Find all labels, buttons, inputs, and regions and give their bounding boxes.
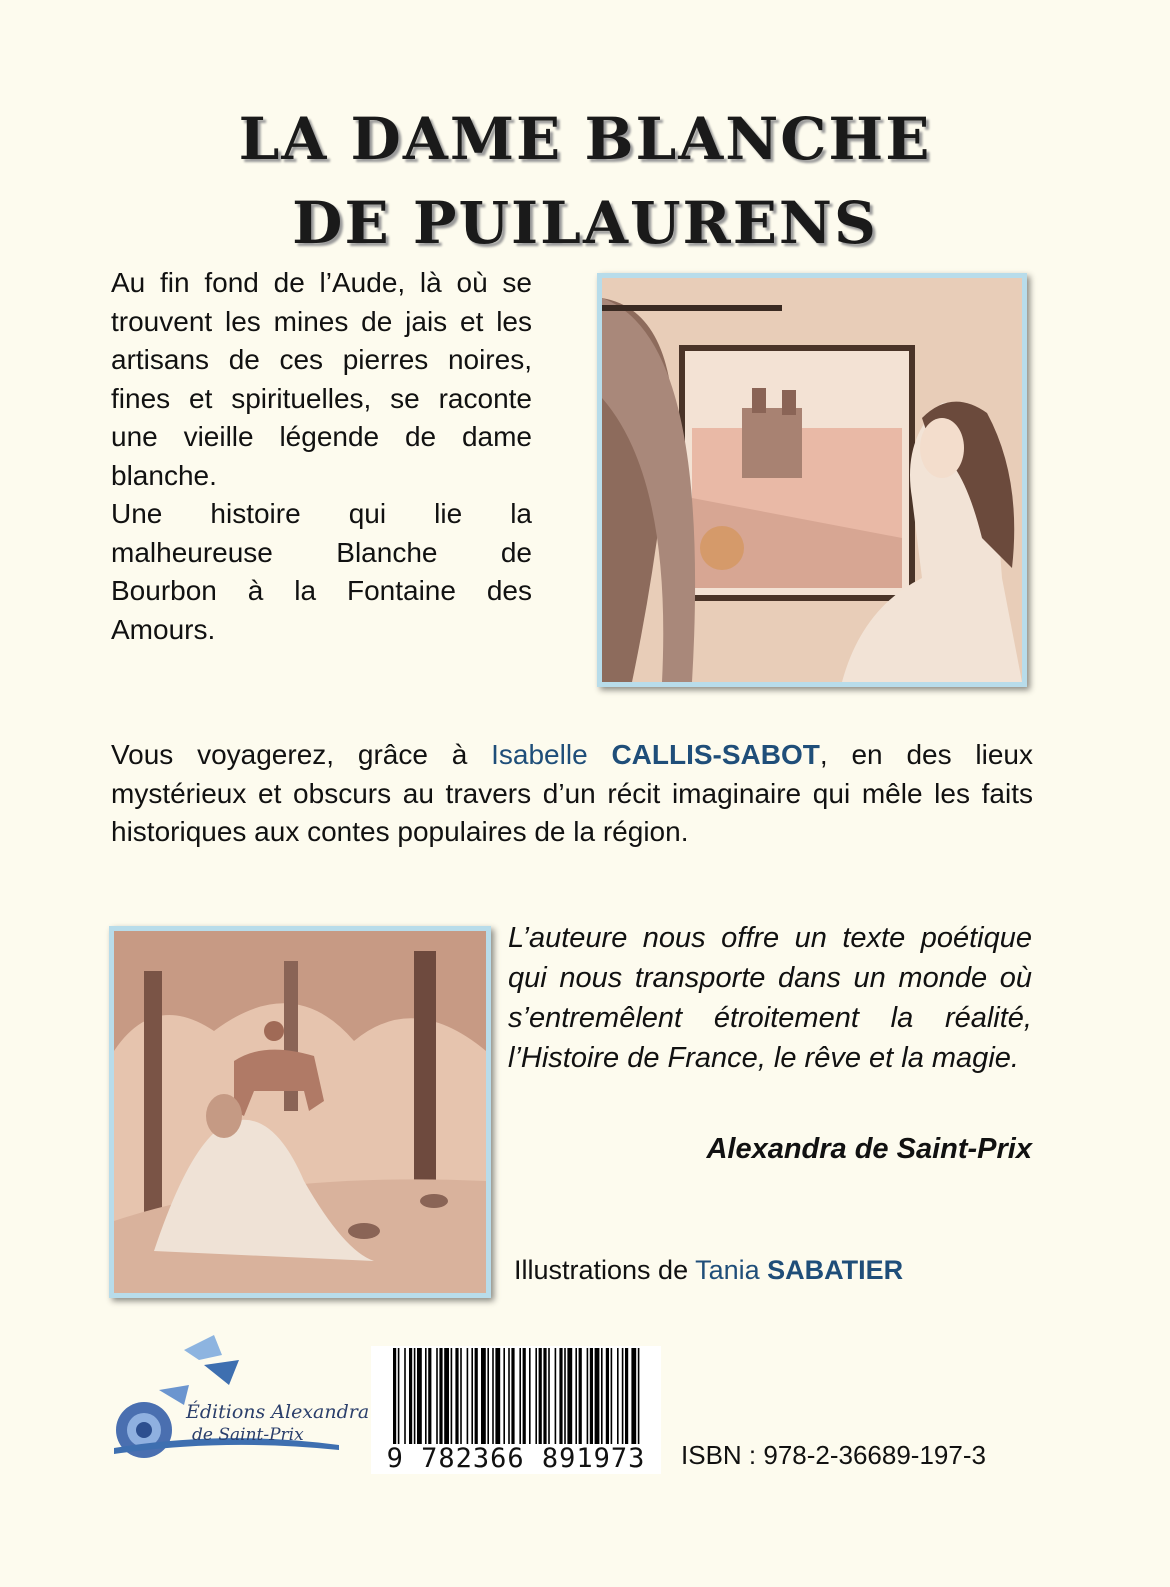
voyage-text-before: Vous voyagerez, grâce à bbox=[111, 739, 492, 770]
illustrator-last-name: SABATIER bbox=[767, 1255, 904, 1285]
voyage-paragraph bbox=[111, 736, 1033, 852]
quote-author: Alexandra de Saint-Prix bbox=[706, 1133, 1032, 1165]
barcode bbox=[371, 1346, 661, 1474]
illustration-window-scene bbox=[597, 273, 1027, 687]
title-line-1: LA DAME BLANCHE bbox=[238, 104, 932, 173]
barcode-digits: 9 782366 891973 bbox=[371, 1444, 661, 1474]
illustration-forest-scene bbox=[109, 926, 491, 1298]
review-quote: L’auteure nous offre un texte poétique qui nous transporte dans un monde où s’entremêlent étroitement la réalité, l’Histoire de France, le rêve et la magie. bbox=[508, 922, 1032, 1074]
voyage-text-after: , en des lieux mystérieux et obscurs au travers d’un récit imaginaire qui mêle les faits historiques aux contes populaires de la région. bbox=[111, 739, 1033, 847]
publisher-logo bbox=[104, 1330, 370, 1465]
barcode-icon bbox=[371, 1346, 661, 1446]
illustrations-prefix: Illustrations de bbox=[514, 1255, 696, 1285]
publisher-line-2: de Saint-Prix bbox=[192, 1425, 304, 1445]
illustrator-first-name: Tania bbox=[695, 1255, 768, 1285]
illustrations-credit bbox=[514, 1255, 903, 1286]
author-first-name: Isabelle bbox=[491, 739, 612, 770]
isbn-number: ISBN : 978-2-36689-197-3 bbox=[681, 1440, 986, 1470]
rose-logo-icon bbox=[104, 1330, 370, 1465]
publisher-line-1: Éditions Alexandra bbox=[186, 1401, 370, 1423]
book-title bbox=[0, 97, 1170, 265]
author-last-name: CALLIS-SABOT bbox=[611, 739, 820, 770]
synopsis bbox=[111, 264, 532, 649]
title-line-2: DE PUILAURENS bbox=[292, 188, 878, 257]
synopsis-paragraph-2: Une histoire qui lie la malheureuse Blanche de Bourbon à la Fontaine des Amours. bbox=[111, 498, 532, 645]
synopsis-paragraph-1: Au fin fond de l’Aude, là où se trouvent les mines de jais et les artisans de ces pierres noires, fines et spirituelles, se raconte une vieille légende de dame blanche. bbox=[111, 267, 532, 491]
